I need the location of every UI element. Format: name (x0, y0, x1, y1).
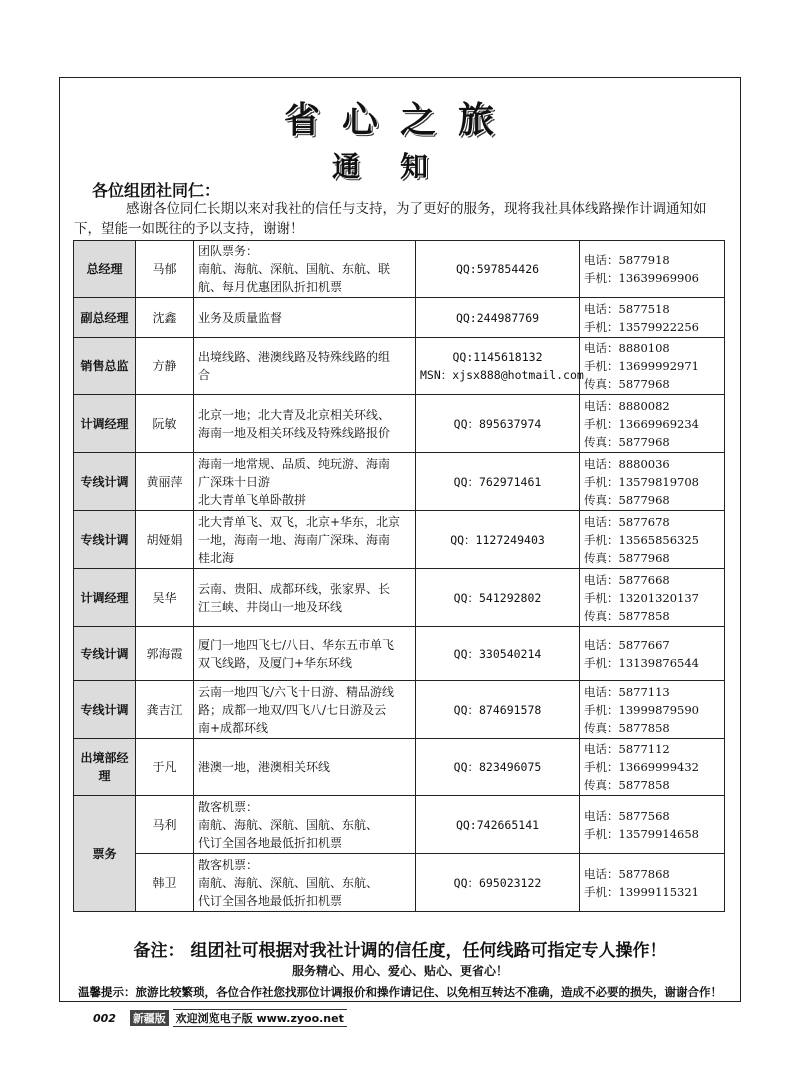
warm-tip: 温馨提示：旅游比较繁琐，各位合作社您找那位计调报价和操作请记住、以免相互转达不准确，造成不必要的损失，谢谢合作！ (78, 985, 722, 999)
duty-line: 江三峡、井岗山一地及环线 (198, 599, 343, 614)
qq-line: QQ：895637974 (453, 416, 542, 431)
staff-qq (416, 569, 580, 627)
edition-badge: 新疆版 (130, 1010, 169, 1026)
table-row (74, 395, 725, 453)
qq-line: QQ：1127249403 (450, 532, 545, 547)
staff-role: 总经理 (74, 241, 136, 298)
staff-contacts (580, 395, 725, 453)
duty-line: 海南一地常规、品质、纯玩游、海南 (198, 456, 391, 471)
contact-line: 传真：5877968 (584, 550, 670, 565)
staff-qq (416, 338, 584, 395)
staff-qq (416, 681, 580, 739)
staff-contacts (580, 511, 725, 569)
staff-role: 副总经理 (74, 298, 136, 338)
duty-line: 南航、海航、深航、国航、东航、 (198, 875, 379, 890)
staff-name: 沈鑫 (136, 298, 194, 338)
page-number: 002 (93, 1012, 116, 1025)
staff-qq (416, 627, 580, 681)
ticketing-contacts (580, 854, 725, 912)
qq-line: QQ:244987769 (455, 310, 540, 325)
staff-role: 专线计调 (74, 453, 136, 511)
staff-qq (416, 298, 580, 338)
duty-line: 南航、海航、深航、国航、东航、 (198, 817, 379, 832)
table-row (74, 453, 725, 511)
contact-line: 手机：13699992971 (584, 359, 699, 373)
page-title: 省心之旅 (283, 99, 516, 141)
contact-line: 电话：5877518 (584, 301, 670, 316)
duty-line: 厦门一地四飞七/八日、华东五市单飞 (198, 637, 395, 652)
duty-line: 北大青单飞、双飞，北京+华东，北京 (198, 514, 401, 529)
ticketing-qq (416, 796, 580, 854)
ticketing-contacts (580, 796, 725, 854)
staff-duties (194, 569, 416, 627)
contact-line: 电话：8880108 (584, 341, 670, 355)
staff-name: 胡娅娟 (136, 511, 194, 569)
staff-duties (194, 681, 416, 739)
duty-line: 港澳一地，港澳相关环线 (198, 760, 331, 774)
staff-contacts (580, 569, 725, 627)
duty-line: 代订全国各地最低折扣机票 (198, 835, 343, 850)
staff-role: 专线计调 (74, 681, 136, 739)
staff-role: 专线计调 (74, 511, 136, 569)
staff-qq (416, 453, 580, 511)
staff-duties (194, 395, 416, 453)
duty-line: 南+成都环线 (198, 720, 269, 735)
staff-name: 马郁 (136, 241, 194, 298)
staff-role: 出境部经理 (74, 739, 136, 796)
table-row (74, 511, 725, 569)
contact-line: 手机：13579819708 (584, 474, 699, 489)
ticketing-duties (194, 796, 416, 854)
table-row (74, 241, 725, 298)
contact-line: 手机：13139876544 (584, 655, 699, 670)
staff-role: 计调经理 (74, 569, 136, 627)
qq-line: MSN：xjsx888@hotmail.com (420, 368, 584, 382)
contact-line: 手机：13639969906 (584, 271, 699, 285)
table-row (74, 796, 725, 854)
contact-line: 传真：5877968 (584, 377, 670, 391)
duty-line: 出境线路、港澳线路及特殊线路的组 (198, 350, 391, 364)
staff-duties (194, 739, 416, 796)
qq-line: QQ：762971461 (453, 474, 542, 489)
duty-line: 北大青单飞单卧散拼 (198, 492, 307, 507)
service-motto: 服务精心、用心、爱心、贴心、更省心！ (291, 964, 508, 978)
contact-line: 传真：5877858 (584, 608, 670, 623)
contact-line: 电话：5877667 (584, 637, 670, 652)
duty-line: 代订全国各地最低折扣机票 (198, 893, 343, 908)
duty-line: 团队票务： (198, 244, 259, 258)
contact-line: 传真：5877968 (584, 492, 670, 507)
contact-line: 手机：13201320137 (584, 590, 699, 605)
website-link[interactable]: 欢迎浏览电子版 www.zyoo.net (173, 1009, 347, 1027)
qq-line: QQ:742665141 (455, 817, 540, 832)
staff-role: 专线计调 (74, 627, 136, 681)
staff-qq (416, 395, 580, 453)
staff-contacts (580, 627, 725, 681)
duty-line: 北京一地；北大青及北京相关环线、 (198, 407, 391, 422)
contact-line: 手机：13999879590 (584, 702, 699, 717)
qq-line: QQ:1145618132 (452, 350, 543, 364)
table-row (74, 298, 725, 338)
contact-line: 电话：5877113 (584, 684, 670, 699)
qq-line: QQ：874691578 (453, 702, 542, 717)
table-row (74, 338, 725, 395)
duty-line: 云南、贵阳、成都环线，张家界、长 (198, 581, 391, 596)
contact-line: 电话：5877568 (584, 808, 670, 823)
staff-contacts (580, 241, 725, 298)
staff-contacts (580, 739, 725, 796)
contact-line: 电话：5877678 (584, 514, 670, 529)
staff-contacts (580, 453, 725, 511)
staff-contacts (580, 681, 725, 739)
duty-line: 广深珠十日游 (198, 474, 271, 489)
contact-line: 手机：13579922256 (584, 319, 699, 334)
staff-table (73, 240, 725, 912)
page-footer (93, 1009, 347, 1027)
duty-line: 桂北海 (198, 550, 235, 565)
contact-line: 传真：5877968 (584, 434, 670, 449)
staff-name: 方静 (136, 338, 194, 395)
contact-line: 传真：5877858 (584, 778, 670, 792)
duty-line: 一地，海南一地、海南广深珠、海南 (198, 532, 391, 547)
staff-qq (416, 739, 580, 796)
staff-name: 黄丽萍 (136, 453, 194, 511)
ticketing-role: 票务 (74, 796, 136, 912)
contact-line: 电话：5877868 (584, 866, 670, 881)
table-row (74, 627, 725, 681)
contact-line: 手机：13669969234 (584, 416, 699, 431)
contact-line: 传真：5877858 (584, 720, 670, 735)
duty-line: 海南一地及相关环线及特殊线路报价 (198, 425, 391, 440)
staff-role: 销售总监 (74, 338, 136, 395)
ticketing-name: 韩卫 (136, 854, 194, 912)
table-row (74, 854, 725, 912)
staff-duties (194, 511, 416, 569)
duty-line: 双飞线路，及厦门+华东环线 (198, 655, 353, 670)
contact-line: 电话：5877918 (584, 253, 670, 267)
duty-line: 业务及质量监督 (198, 310, 283, 325)
contact-line: 手机：13579914658 (584, 826, 699, 841)
contact-line: 电话：8880082 (584, 398, 670, 413)
duty-line: 合 (198, 368, 211, 382)
remark-note: 备注： 组团社可根据对我社计调的信任度，任何线路可指定专人操作！ (133, 941, 667, 961)
staff-name: 阮敏 (136, 395, 194, 453)
ticketing-qq (416, 854, 580, 912)
ticketing-duties (194, 854, 416, 912)
staff-duties (194, 627, 416, 681)
table-row (74, 681, 725, 739)
staff-name: 吴华 (136, 569, 194, 627)
greeting: 各位组团社同仁： (92, 181, 221, 200)
page-subtitle: 通知 (331, 150, 468, 183)
staff-duties (194, 338, 416, 395)
staff-qq (416, 241, 580, 298)
table-row (74, 569, 725, 627)
duty-line: 云南一地四飞/六飞十日游、精品游线 (198, 684, 395, 699)
duty-line: 航、每月优惠团队折扣机票 (198, 280, 343, 294)
qq-line: QQ：823496075 (453, 760, 542, 774)
duty-line: 路；成都一地双/四飞八/七日游及云 (198, 702, 387, 717)
staff-role: 计调经理 (74, 395, 136, 453)
qq-line: QQ：695023122 (453, 875, 542, 890)
staff-duties (194, 298, 416, 338)
ticketing-name: 马利 (136, 796, 194, 854)
contact-line: 手机：13669999432 (584, 760, 699, 774)
staff-name: 于凡 (136, 739, 194, 796)
staff-duties (194, 453, 416, 511)
duty-line: 南航、海航、深航、国航、东航、联 (198, 262, 391, 276)
contact-line: 手机：13565856325 (584, 532, 699, 547)
qq-line: QQ：330540214 (453, 646, 542, 661)
qq-line: QQ：541292802 (453, 590, 542, 605)
qq-line: QQ:597854426 (455, 262, 540, 276)
staff-duties (194, 241, 416, 298)
staff-contacts (580, 298, 725, 338)
duty-line: 散客机票： (198, 799, 259, 814)
contact-line: 电话：5877668 (584, 572, 670, 587)
duty-line: 散客机票： (198, 857, 259, 872)
contact-line: 手机：13999115321 (584, 884, 699, 899)
staff-contacts (580, 338, 725, 395)
contact-line: 电话：8880036 (584, 456, 670, 471)
table-row (74, 739, 725, 796)
intro-paragraph: 感谢各位同仁长期以来对我社的信任与支持，为了更好的服务，现将我社具体线路操作计调通知如下，望能一如既往的予以支持，谢谢！ (74, 201, 707, 237)
contact-line: 电话：5877112 (584, 742, 670, 756)
staff-qq (416, 511, 580, 569)
staff-name: 龚吉江 (136, 681, 194, 739)
staff-name: 郭海霞 (136, 627, 194, 681)
